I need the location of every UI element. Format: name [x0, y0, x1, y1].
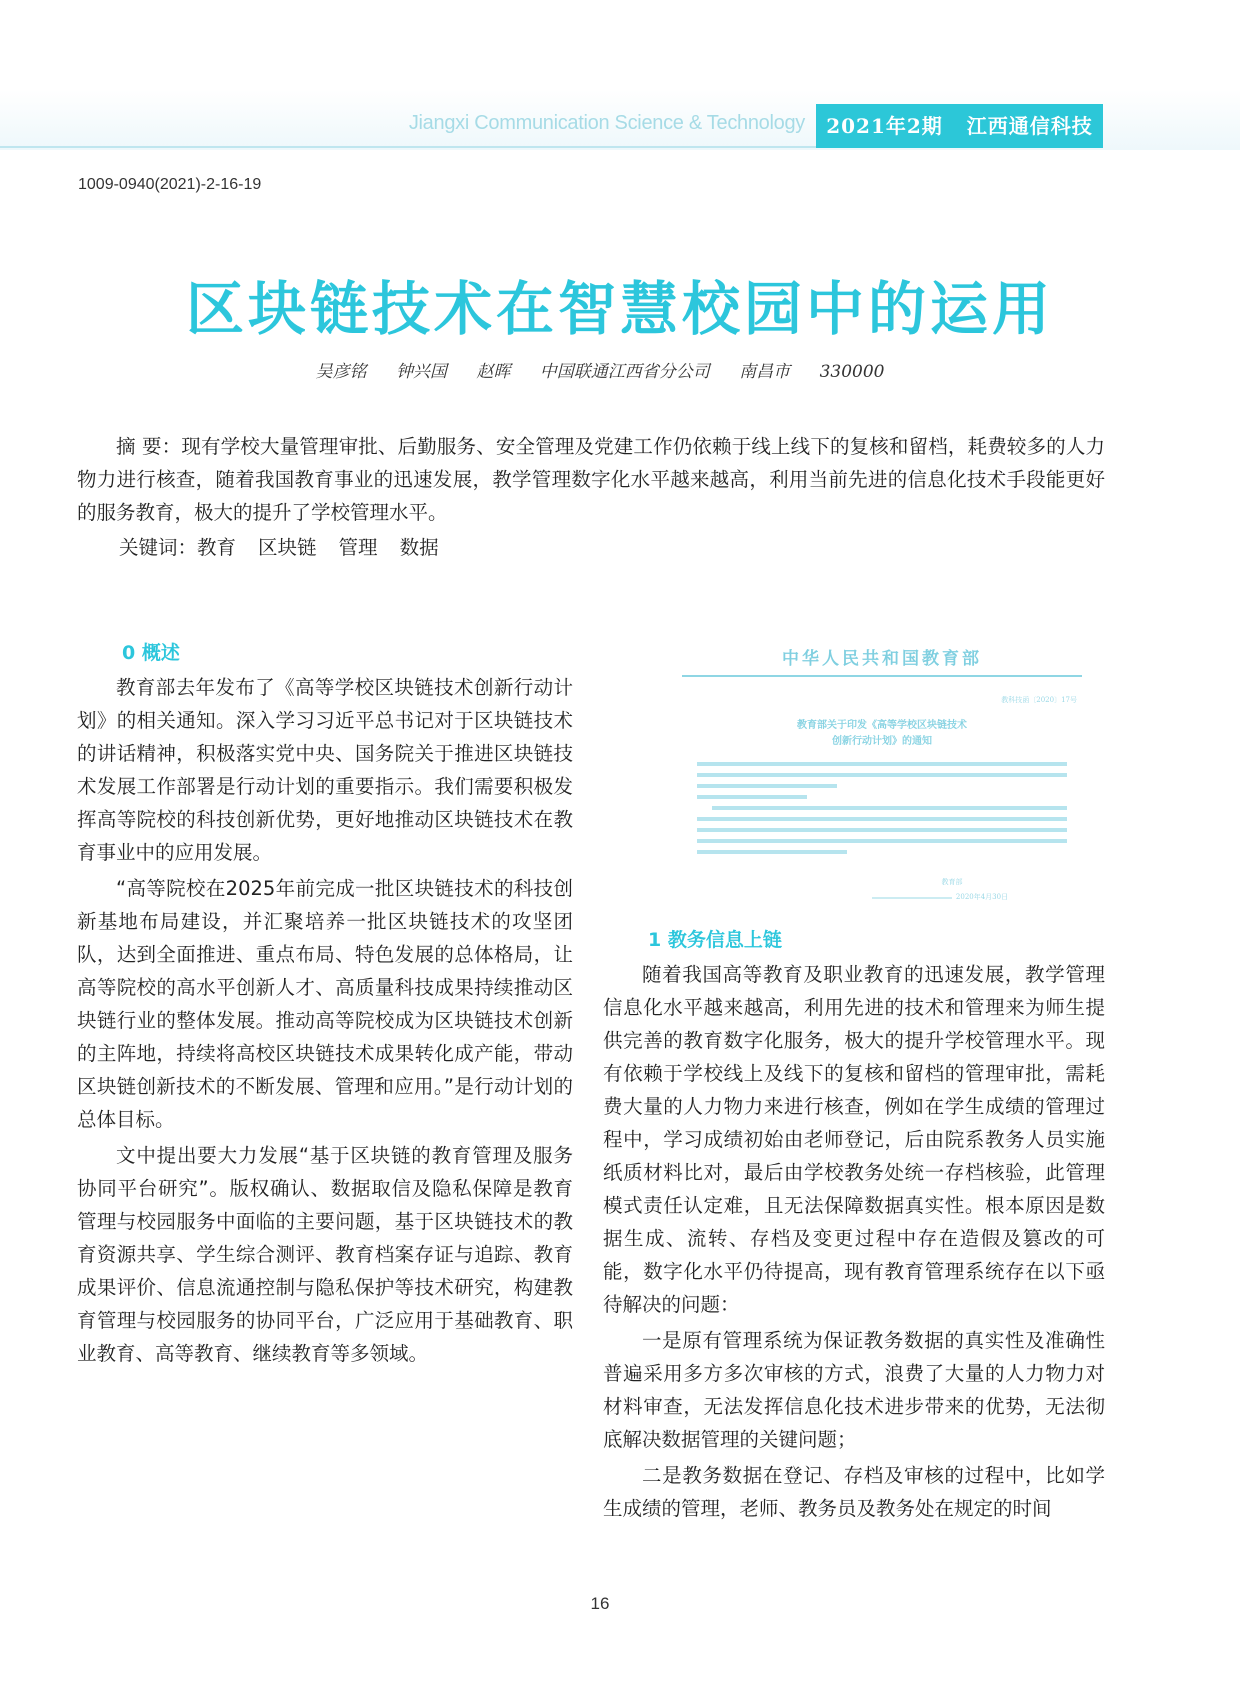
notice-title-1: 教育部关于印发《高等学校区块链技术: [797, 720, 967, 731]
notice-title-2: 创新行动计划》的通知: [832, 736, 932, 747]
right-column: [603, 926, 1105, 1528]
notice-docno: 教科技函〔2020〕17号: [1001, 696, 1077, 704]
section-1-heading: 1 教务信息上链: [648, 929, 782, 951]
document-id: 1009-0940(2021)-2-16-19: [78, 176, 262, 193]
city: 南昌市: [739, 362, 791, 382]
left-column: [77, 639, 573, 1373]
notice-image: [682, 640, 1082, 910]
author-2: 钟兴国: [395, 362, 447, 382]
author-line: [0, 357, 1200, 382]
notice-body-lines: [697, 762, 1067, 854]
journal-english-name: Jiangxi Communication Science & Technology: [408, 112, 805, 134]
affiliation: 中国联通江西省分公司: [539, 362, 710, 382]
section-1-paragraph: 二是教务数据在登记、存档及审核的过程中，比如学生成绩的管理，老师、教务员及教务处在规定的时间: [603, 1464, 1105, 1520]
section-0-paragraph: “高等院校在2025年前完成一批区块链技术的科技创新基地布局建设，并汇聚培养一批区块链技术的攻坚团队，达到全面推进、重点布局、特色发展的总体格局，让高等院校的高水平创新人才、高质量科技成果持续推动区块链行业的整体发展。推动高等院校成为区块链技术创新的主阵地，持续将高校区块链技术成果转化成产能，带动区块链创新技术的不断发展、管理和应用。”是行动计划的总体目标。: [77, 877, 573, 1131]
ministry-notice-figure: [672, 640, 1112, 912]
notice-signer: 教育部: [941, 878, 963, 886]
abstract-text: 摘 要：现有学校大量管理审批、后勤服务、安全管理及党建工作仍依赖于线上线下的复核和留档，耗费较多的人力物力进行核查，随着我国教育事业的迅速发展，教学管理数字化水平越来越高，利用当前先进的信息化技术手段能更好的服务教育，极大的提升了学校管理水平。: [77, 435, 1105, 524]
author-3: 赵晖: [476, 362, 511, 382]
keywords: [119, 532, 461, 560]
keyword: 管理: [338, 536, 378, 559]
section-0-heading: 0 概述: [122, 642, 180, 664]
issue-tab: [816, 104, 1103, 148]
keyword: 教育: [197, 536, 237, 559]
paper-title: 区块链技术在智慧校园中的运用: [185, 275, 1054, 343]
issue-label: 2021年2期: [826, 114, 943, 138]
keyword: 数据: [399, 536, 439, 559]
section-1-paragraph: 随着我国高等教育及职业教育的迅速发展，教学管理信息化水平越来越高，利用先进的技术和管理来为师生提供完善的教育数字化服务，极大的提升学校管理水平。现有依赖于学校线上及线下的复核和留档的管理审批，需耗费大量的人力物力来进行核查，例如在学生成绩的管理过程中，学习成绩初始由老师登记，后由院系教务人员实施纸质材料比对，最后由学校教务处统一存档核验，此管理模式责任认定难，且无法保障数据真实性。根本原因是数据生成、流转、存档及变更过程中存在造假及篡改的可能，数字化水平仍待提高，现有教育管理系统存在以下亟待解决的问题：: [603, 963, 1105, 1316]
journal-chinese-name: 江西通信科技: [966, 114, 1093, 138]
notice-date: 2020年4月30日: [955, 893, 1009, 901]
notice-org: 中华人民共和国教育部: [782, 649, 982, 669]
author-1: 吴彦铭: [315, 362, 367, 382]
section-1-paragraph: 一是原有管理系统为保证教务数据的真实性及准确性普遍采用多方多次审核的方式，浪费了大量的人力物力对材料审查，无法发挥信息化技术进步带来的优势，无法彻底解决数据管理的关键问题；: [603, 1329, 1105, 1451]
abstract: [77, 430, 1105, 529]
section-0-paragraph: 文中提出要大力发展“基于区块链的教育管理及服务协同平台研究”。版权确认、数据取信及隐私保障是教育管理与校园服务中面临的主要问题，基于区块链技术的教育资源共享、学生综合测评、教育档案存证与追踪、教育成果评价、信息流通控制与隐私保护等技术研究，构建教育管理与校园服务的协同平台，广泛应用于基础教育、职业教育、高等教育、继续教育等多领域。: [77, 1144, 573, 1365]
keyword: 区块链: [258, 536, 317, 559]
postcode: 330000: [819, 362, 885, 382]
page-number: 16: [590, 1594, 610, 1613]
section-0-paragraph: 教育部去年发布了《高等学校区块链技术创新行动计划》的相关通知。深入学习习近平总书记对于区块链技术的讲话精神，积极落实党中央、国务院关于推进区块链技术发展工作部署是行动计划的重要指示。我们需要积极发挥高等院校的科技创新优势，更好地推动区块链技术在教育事业中的应用发展。: [77, 676, 573, 864]
keywords-label: 关键词：: [119, 536, 198, 559]
